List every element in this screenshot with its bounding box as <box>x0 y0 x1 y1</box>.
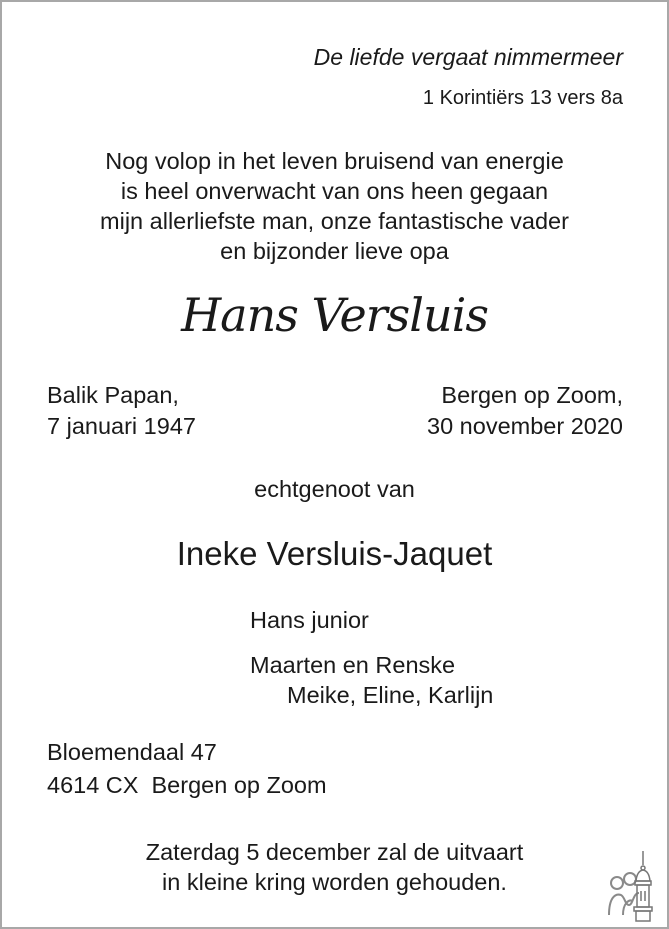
birth-place: Balik Papan, <box>47 382 179 408</box>
intro-line: mijn allerliefste man, onze fantastische vader <box>100 208 569 234</box>
funeral-line: in kleine kring worden gehouden. <box>162 869 507 895</box>
intro-line: Nog volop in het leven bruisend van energie <box>105 148 564 174</box>
intro-text <box>0 146 669 266</box>
funeral-home-logo-icon <box>603 843 663 923</box>
grandchildren-names: Meike, Eline, Karlijn <box>287 682 494 708</box>
child-name: Hans junior <box>250 607 369 633</box>
address-city: 4614 CX Bergen op Zoom <box>47 772 327 798</box>
death-date: 30 november 2020 <box>427 413 623 439</box>
address-street: Bloemendaal 47 <box>47 739 217 765</box>
deceased-name: Hans Versluis <box>181 288 488 342</box>
spouse-name: Ineke Versluis-Jaquet <box>176 535 493 572</box>
death-place: Bergen op Zoom, <box>441 382 623 408</box>
motto: De liefde vergaat nimmermeer <box>313 44 623 70</box>
birth-date: 7 januari 1947 <box>47 413 196 439</box>
relation-text: echtgenoot van <box>254 476 415 502</box>
intro-line: en bijzonder lieve opa <box>220 238 449 264</box>
child-name: Maarten en Renske <box>250 652 456 678</box>
funeral-line: Zaterdag 5 december zal de uitvaart <box>145 839 524 865</box>
motto-reference: 1 Korintiërs 13 vers 8a <box>422 87 623 109</box>
intro-line: is heel onverwacht van ons heen gegaan <box>120 178 549 204</box>
